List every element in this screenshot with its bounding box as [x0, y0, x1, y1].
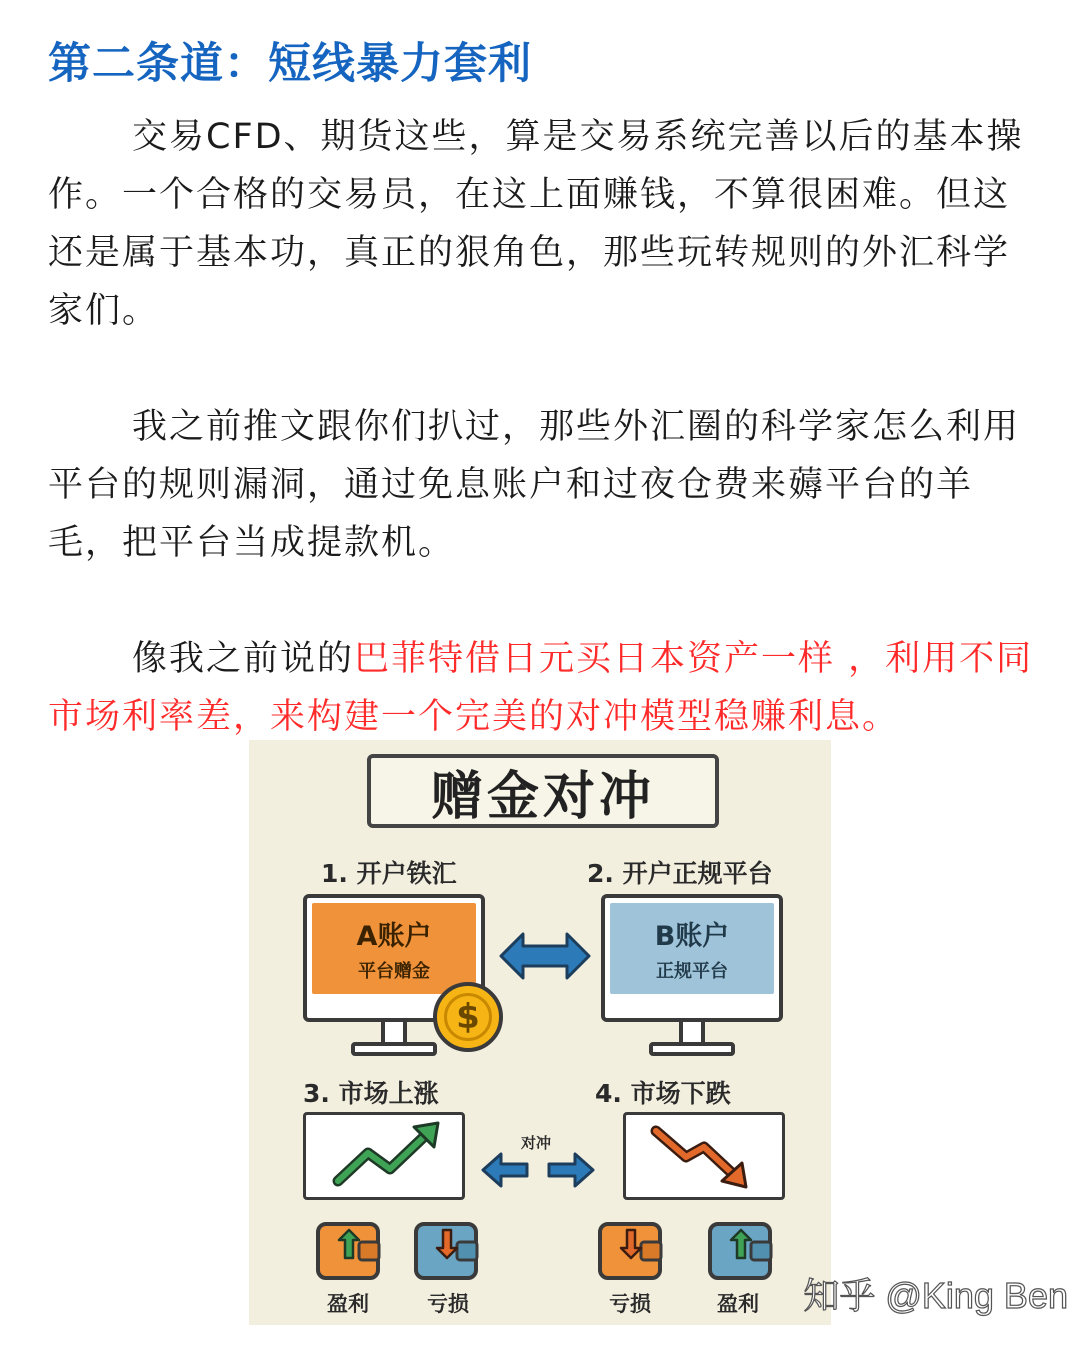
article-heading: 第二条道：短线暴力套利 — [48, 39, 532, 89]
hedge-arrows-icon — [479, 1146, 597, 1190]
paragraph-1: 交易CFD、期货这些，算是交易系统完善以后的基本操作。一个合格的交易员，在这上面赚钱，不算很困难。但这还是属于基本功，真正的狠角色，那些玩转规则的外汇科学家们。 — [48, 117, 1024, 331]
hedge-illustration — [249, 740, 831, 1325]
wallet-profit-icon — [315, 1218, 383, 1282]
watermark: 知乎 @King Ben — [803, 1275, 1068, 1316]
market-rise-chart — [303, 1112, 465, 1200]
hedge-label: 对冲 — [521, 1134, 552, 1152]
account-b-monitor — [601, 894, 783, 1064]
illustration-title: 赠金对冲 — [367, 754, 719, 828]
account-b-sub: 正规平台 — [656, 961, 728, 982]
wallet-3-label: 亏损 — [609, 1292, 651, 1316]
paragraph-3 — [48, 630, 1038, 746]
wallet-1-label: 盈利 — [327, 1292, 369, 1316]
wallet-loss-icon — [413, 1218, 481, 1282]
wallet-4-label: 盈利 — [717, 1292, 759, 1316]
step-2-label: 2. 开户正规平台 — [587, 859, 773, 888]
market-fall-chart — [623, 1112, 785, 1200]
paragraph-2: 我之前推文跟你们扒过，那些外汇圈的科学家怎么利用平台的规则漏洞，通过免息账户和过夜仓费来薅平台的羊毛，把平台当成提款机。 — [48, 407, 1021, 563]
step-3-label: 3. 市场上涨 — [303, 1079, 439, 1108]
double-arrow-icon — [499, 930, 591, 982]
account-b-name: B账户 — [654, 921, 730, 952]
account-a-name: A账户 — [356, 921, 432, 952]
trend-down-icon — [626, 1115, 782, 1197]
trend-up-icon — [306, 1115, 462, 1197]
step-1-label: 1. 开户铁汇 — [321, 859, 457, 888]
account-a-sub: 平台赠金 — [358, 961, 430, 982]
wallet-loss-icon — [597, 1218, 665, 1282]
paragraph-3-highlight: 巴菲特借日元买日本资产一样 ，利用不同市场利率差，来构建一个完美的对冲模型稳赚利息。 — [48, 639, 1034, 737]
dollar-coin-icon: $ — [433, 982, 503, 1052]
wallet-2-label: 亏损 — [427, 1292, 469, 1316]
step-4-label: 4. 市场下跌 — [595, 1079, 731, 1108]
wallet-profit-icon — [707, 1218, 775, 1282]
paragraph-3-lead: 像我之前说的 — [132, 639, 355, 679]
